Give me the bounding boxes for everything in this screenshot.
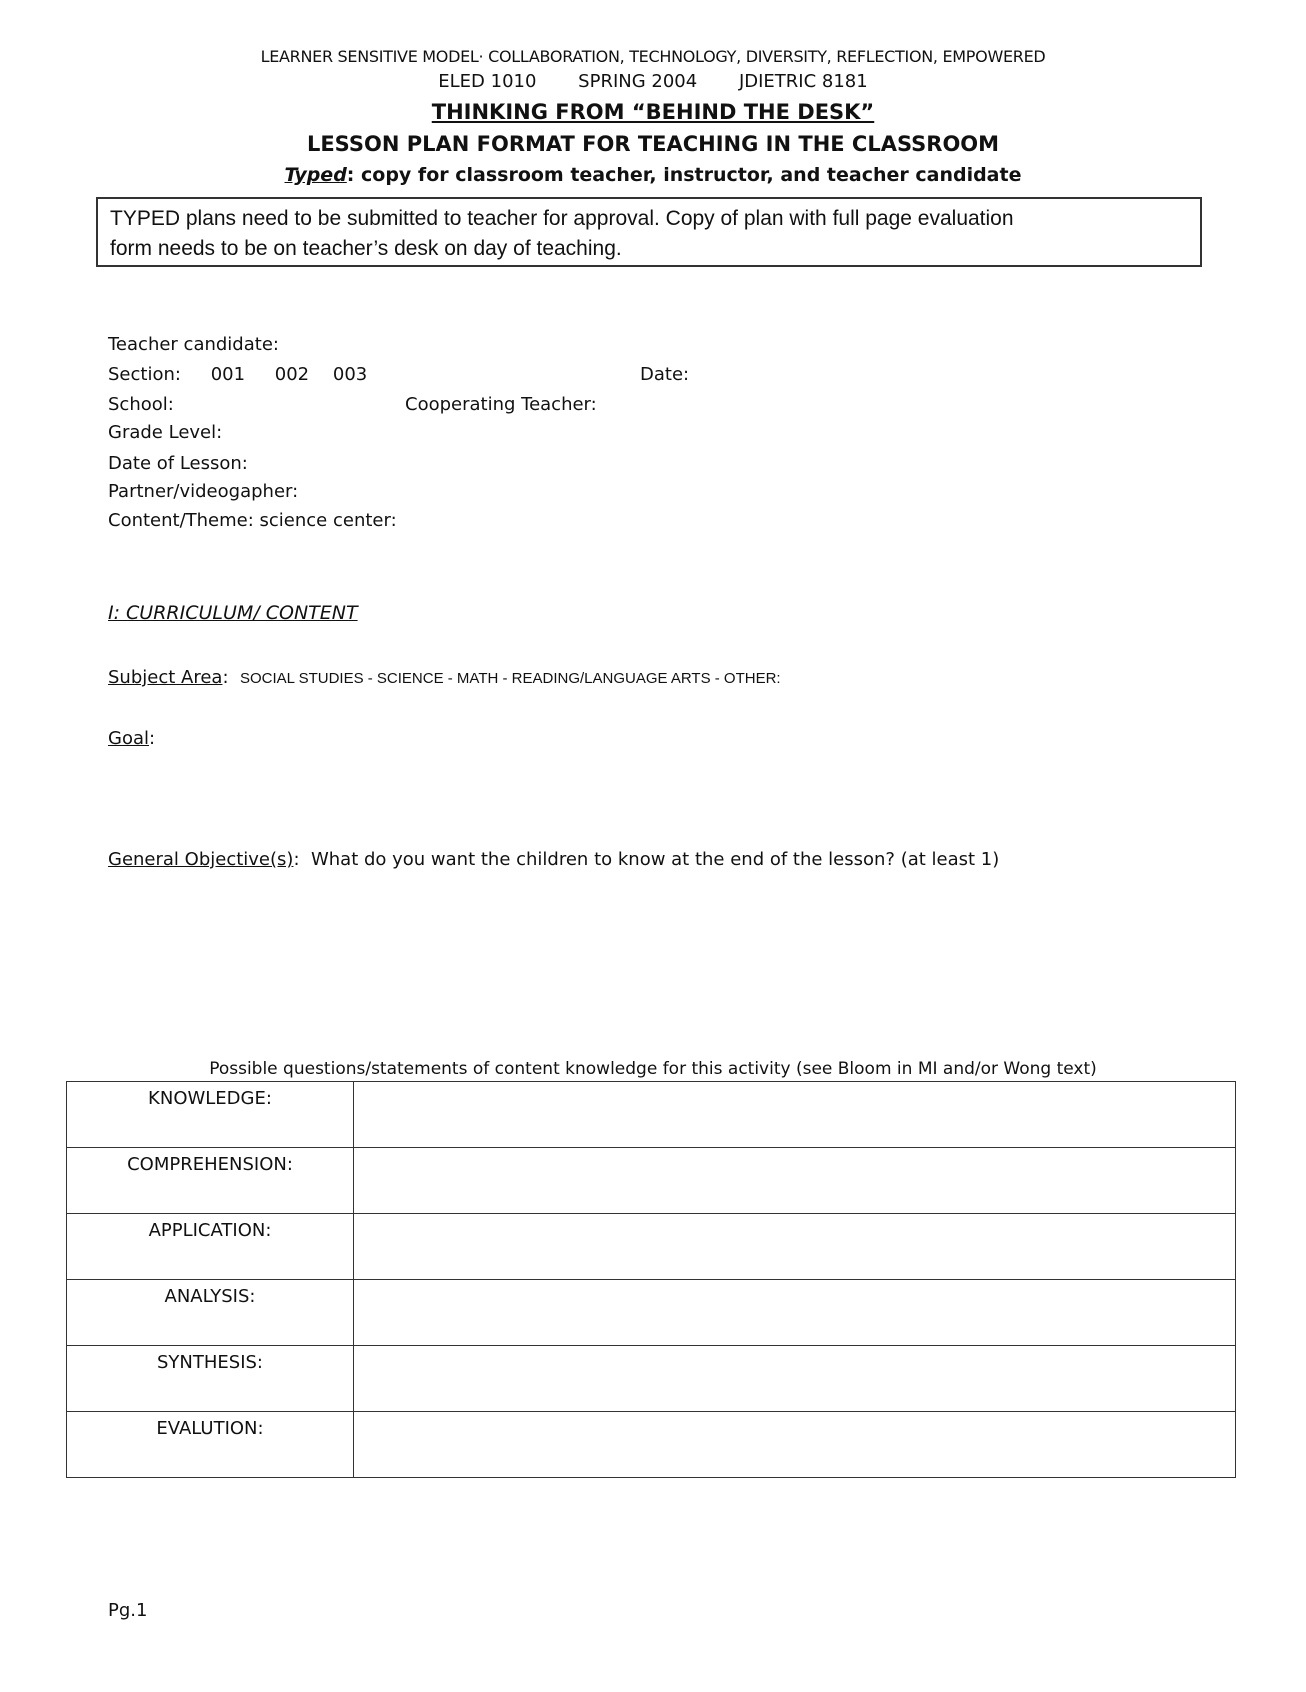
bloom-caption: Possible questions/statements of content knowledge for this activity (see Bloom in MI and/or Wong text) (209, 1059, 1097, 1079)
bloom-answer-analysis[interactable] (354, 1280, 1236, 1346)
subject-area-options: SOCIAL STUDIES - SCIENCE - MATH - READING/LANGUAGE ARTS - OTHER: (239, 670, 781, 687)
bloom-answer-evaluation[interactable] (354, 1412, 1236, 1478)
partner-label: Partner/videogapher: (108, 481, 299, 502)
page-subtitle: LESSON PLAN FORMAT FOR TEACHING IN THE CLASSROOM (306, 132, 1000, 156)
page-title: THINKING FROM “BEHIND THE DESK” (431, 100, 875, 124)
model-line: LEARNER SENSITIVE MODEL· COLLABORATION, TECHNOLOGY, DIVERSITY, REFLECTION, EMPOWERED (260, 47, 1046, 66)
typed-instruction (0, 164, 1306, 186)
subject-area-label: Subject Area (108, 667, 223, 688)
grade-level-label: Grade Level: (108, 422, 223, 443)
objective-prompt: What do you want the children to know at the end of the lesson? (at least 1) (310, 849, 1000, 870)
instructor-code: JDIETRIC 8181 (738, 71, 868, 92)
cooperating-teacher-label: Cooperating Teacher: (405, 394, 597, 415)
course-term: SPRING 2004 (578, 71, 698, 92)
typed-rest: : copy for classroom teacher, instructor, and teacher candidate (346, 164, 1022, 186)
bloom-label-comprehension: COMPREHENSION: (67, 1148, 354, 1214)
bloom-label-evaluation: EVALUTION: (67, 1412, 354, 1478)
bloom-answer-comprehension[interactable] (354, 1148, 1236, 1214)
section-option-001[interactable]: 001 (210, 364, 246, 385)
curriculum-heading: I: CURRICULUM/ CONTENT (108, 602, 358, 624)
notice-line-1: TYPED plans need to be submitted to teacher for approval. Copy of plan with full page evaluation (110, 207, 1014, 230)
bloom-label-knowledge: KNOWLEDGE: (67, 1082, 354, 1148)
table-row (67, 1148, 1236, 1214)
table-row (67, 1280, 1236, 1346)
subject-area-row: Subject Area: SOCIAL STUDIES - SCIENCE - MATH - READING/LANGUAGE ARTS - OTHER: (108, 667, 781, 688)
objective-label: General Objective(s) (108, 849, 294, 870)
content-theme-label: Content/Theme: science center: (108, 510, 397, 531)
notice-line-2: form needs to be on teacher’s desk on day of teaching. (110, 237, 622, 260)
section-option-002[interactable]: 002 (274, 364, 310, 385)
date-of-lesson-label: Date of Lesson: (108, 453, 248, 474)
teacher-candidate-label: Teacher candidate: (108, 334, 279, 355)
table-row (67, 1412, 1236, 1478)
table-row (67, 1214, 1236, 1280)
section-row (108, 364, 367, 385)
bloom-answer-knowledge[interactable] (354, 1082, 1236, 1148)
typed-word: Typed (284, 164, 347, 186)
date-label: Date: (640, 364, 690, 385)
bloom-table (66, 1081, 1236, 1478)
school-label: School: (108, 394, 174, 415)
table-row (67, 1346, 1236, 1412)
course-line (0, 71, 1306, 92)
objective-row: General Objective(s): What do you want the children to know at the end of the lesson? (at least 1) (108, 849, 1000, 870)
goal-row: Goal: (108, 728, 156, 749)
table-row (67, 1082, 1236, 1148)
section-option-003[interactable]: 003 (332, 364, 368, 385)
bloom-answer-synthesis[interactable] (354, 1346, 1236, 1412)
section-label: Section: (108, 364, 181, 385)
course-code: ELED 1010 (438, 71, 537, 92)
bloom-label-application: APPLICATION: (67, 1214, 354, 1280)
bloom-answer-application[interactable] (354, 1214, 1236, 1280)
goal-label: Goal (108, 728, 149, 749)
bloom-label-synthesis: SYNTHESIS: (67, 1346, 354, 1412)
bloom-label-analysis: ANALYSIS: (67, 1280, 354, 1346)
page-number: Pg.1 (108, 1600, 148, 1621)
submission-notice (96, 197, 1202, 267)
